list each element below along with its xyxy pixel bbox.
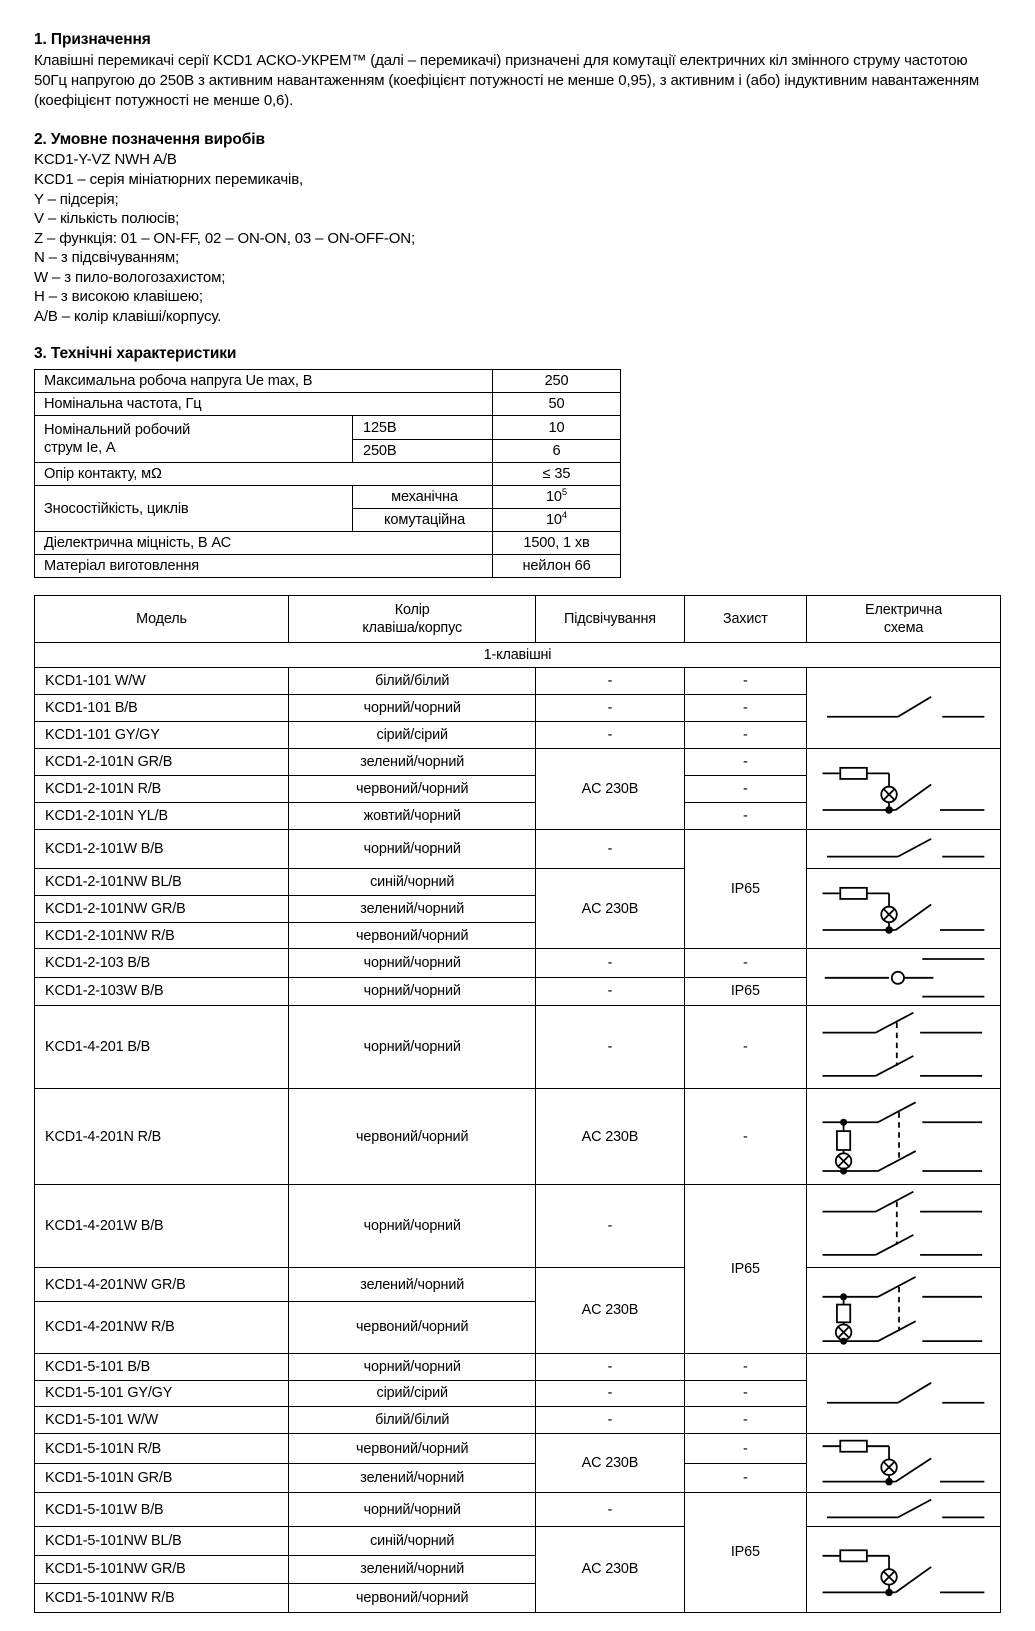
cell-circuit-scheme	[807, 829, 1001, 868]
cell-color: чорний/чорний	[289, 1185, 536, 1268]
spec-value: 6	[493, 439, 621, 463]
cell-color: чорний/чорний	[289, 1005, 536, 1088]
cell-color: червоний/чорний	[289, 1088, 536, 1184]
circuit-diagram-spst	[807, 1493, 1000, 1526]
table-row	[35, 1088, 1001, 1184]
table-row	[35, 1527, 1001, 1555]
circuit-diagram-spst-lamp	[807, 869, 1000, 949]
cell-model: KCD1-2-101W B/B	[35, 829, 289, 868]
header-line: Електрична	[865, 601, 943, 618]
cell-circuit-scheme	[807, 949, 1001, 1005]
cell-model: KCD1-2-101NW R/B	[35, 922, 289, 949]
cell-color: зелений/чорний	[289, 1555, 536, 1583]
cell-color: чорний/чорний	[289, 1353, 536, 1380]
cell-circuit-scheme	[807, 1005, 1001, 1088]
spacer	[34, 327, 1001, 344]
cell-backlight: AC 230B	[536, 868, 684, 949]
table-row	[35, 829, 1001, 868]
cell-color: зелений/чорний	[289, 1268, 536, 1302]
cell-color: чорний/чорний	[289, 949, 536, 977]
cell-model: KCD1-2-103 B/B	[35, 949, 289, 977]
spec-label	[35, 416, 353, 463]
spec-value: 50	[493, 393, 621, 416]
cell-backlight: -	[536, 1185, 684, 1268]
cell-protection: -	[684, 749, 807, 776]
cell-model: KCD1-5-101 B/B	[35, 1353, 289, 1380]
cell-model: KCD1-5-101N R/B	[35, 1434, 289, 1463]
designation-line: KCD1 – серія мініатюрних перемикачів,	[34, 171, 304, 189]
cell-color: жовтий/чорний	[289, 803, 536, 830]
cell-protection: -	[684, 1380, 807, 1407]
table-row	[35, 555, 621, 578]
circuit-diagram-spst	[807, 830, 1000, 868]
cell-model: KCD1-2-101N GR/B	[35, 749, 289, 776]
spec-label: Опір контакту, мΩ	[35, 463, 493, 486]
cell-backlight: -	[536, 829, 684, 868]
designation-line: H – з високою клавішею;	[34, 288, 203, 306]
cell-model: KCD1-2-101N R/B	[35, 776, 289, 803]
cell-circuit-scheme	[807, 1493, 1001, 1527]
spec-subcondition: механічна	[353, 486, 493, 509]
column-header-scheme	[807, 596, 1001, 643]
cell-backlight: -	[536, 1005, 684, 1088]
designation-line: Y – підсерія;	[34, 190, 119, 208]
cell-color: червоний/чорний	[289, 1302, 536, 1353]
section-1	[34, 30, 1001, 111]
circuit-diagram-on-off-on	[807, 949, 1000, 1004]
header-line: схема	[883, 620, 924, 637]
table-row	[35, 1353, 1001, 1380]
table-row	[35, 463, 621, 486]
circuit-diagram-spst	[807, 668, 1000, 748]
cell-protection: -	[684, 722, 807, 749]
spec-value: 1500, 1 хв	[493, 532, 621, 555]
cell-circuit-scheme	[807, 1353, 1001, 1434]
cell-color: чорний/чорний	[289, 1493, 536, 1527]
cell-backlight: -	[536, 722, 684, 749]
spec-subcondition: 125В	[353, 416, 493, 440]
cell-protection: -	[684, 1434, 807, 1463]
table-row	[35, 532, 621, 555]
cell-backlight: AC 230B	[536, 1527, 684, 1612]
cell-model: KCD1-4-201NW R/B	[35, 1302, 289, 1353]
table-row	[35, 1434, 1001, 1463]
cell-protection: -	[684, 1353, 807, 1380]
group-header-row	[35, 643, 1001, 668]
cell-protection: -	[684, 1407, 807, 1434]
table-row	[35, 1185, 1001, 1268]
cell-color: синій/чорний	[289, 1527, 536, 1555]
section-1-body: Клавішні перемикачі серії KCD1 АСКО-УКРЕМ™ (далі – перемикачі) призначені для комутації електричних кіл змінного струму частотою 50Гц напругою до 250В з активним навантаженням (коефіцієнт потужності не менше 0,95), з активним і (або) індуктивним навантаженням (коефіцієнт потужності не менше 0,6).	[34, 51, 979, 109]
circuit-diagram-dpst-lamp	[807, 1268, 1000, 1352]
cell-model: KCD1-4-201 B/B	[35, 1005, 289, 1088]
table-row	[35, 1005, 1001, 1088]
cell-backlight: -	[536, 668, 684, 695]
table-row	[35, 668, 1001, 695]
circuit-diagram-dpst-lamp	[807, 1089, 1000, 1184]
spec-value: нейлон 66	[493, 555, 621, 578]
cell-color: чорний/чорний	[289, 977, 536, 1005]
cell-model: KCD1-5-101NW R/B	[35, 1584, 289, 1612]
cell-color: червоний/чорний	[289, 776, 536, 803]
cell-model: KCD1-5-101N GR/B	[35, 1463, 289, 1492]
table-row	[35, 949, 1001, 977]
cell-model: KCD1-2-101NW BL/B	[35, 868, 289, 895]
circuit-diagram-spst-lamp	[807, 1527, 1000, 1611]
cell-backlight: AC 230B	[536, 1268, 684, 1353]
column-header-color	[289, 596, 536, 643]
column-header-model: Модель	[35, 596, 289, 643]
spec-label: Зносостійкість, циклів	[35, 486, 353, 532]
cell-model: KCD1-5-101NW GR/B	[35, 1555, 289, 1583]
cell-model: KCD1-5-101NW BL/B	[35, 1527, 289, 1555]
cell-color: зелений/чорний	[289, 895, 536, 922]
column-header-backlight: Підсвічування	[536, 596, 684, 643]
spec-value: 10	[493, 416, 621, 440]
cell-model: KCD1-5-101 W/W	[35, 1407, 289, 1434]
designation-line: Z – функція: 01 – ON-FF, 02 – ON-ON, 03 – ON-OFF-ON;	[34, 229, 415, 247]
cell-circuit-scheme	[807, 1088, 1001, 1184]
cell-circuit-scheme	[807, 868, 1001, 949]
cell-protection: -	[684, 695, 807, 722]
section-1-title: 1. Призначення	[34, 31, 151, 48]
cell-backlight: -	[536, 1380, 684, 1407]
cell-model: KCD1-2-103W B/B	[35, 977, 289, 1005]
table-row	[35, 1268, 1001, 1302]
cell-model: KCD1-2-101NW GR/B	[35, 895, 289, 922]
cell-color: червоний/чорний	[289, 1584, 536, 1612]
cell-color: червоний/чорний	[289, 922, 536, 949]
designation-line: A/B – колір клавіші/корпусу.	[34, 307, 222, 325]
spec-value: ≤ 35	[493, 463, 621, 486]
table-row	[35, 1493, 1001, 1527]
cell-circuit-scheme	[807, 749, 1001, 830]
cell-protection: -	[684, 949, 807, 977]
cell-protection: -	[684, 1005, 807, 1088]
cell-model: KCD1-101 GY/GY	[35, 722, 289, 749]
header-line: клавіша/корпус	[362, 620, 463, 637]
table-row	[35, 868, 1001, 895]
section-3	[34, 344, 1001, 579]
cell-backlight: -	[536, 977, 684, 1005]
cell-color: білий/білий	[289, 1407, 536, 1434]
cell-model: KCD1-5-101 GY/GY	[35, 1380, 289, 1407]
header-line: Колір	[394, 601, 430, 618]
cell-model: KCD1-101 W/W	[35, 668, 289, 695]
cell-backlight: AC 230B	[536, 1088, 684, 1184]
cell-circuit-scheme	[807, 668, 1001, 749]
group-label-1-key: 1-клавішні	[35, 643, 1001, 668]
section-3-title: 3. Технічні характеристики	[34, 344, 237, 362]
cell-color: чорний/чорний	[289, 829, 536, 868]
spec-label: Діелектрична міцність, В АС	[35, 532, 493, 555]
cell-circuit-scheme	[807, 1527, 1001, 1612]
cell-circuit-scheme	[807, 1434, 1001, 1493]
circuit-diagram-spst-lamp	[807, 749, 1000, 829]
cell-color: синій/чорний	[289, 868, 536, 895]
cell-protection: IP65	[684, 977, 807, 1005]
table-row	[35, 393, 621, 416]
cell-backlight: -	[536, 1493, 684, 1527]
cell-backlight: AC 230B	[536, 1434, 684, 1493]
cell-backlight: -	[536, 695, 684, 722]
cell-protection: IP65	[684, 829, 807, 949]
designation-line: KCD1-Y-VZ NWH A/B	[34, 151, 177, 169]
circuit-diagram-dpst	[807, 1185, 1000, 1267]
cell-model: KCD1-5-101W B/B	[35, 1493, 289, 1527]
technical-specs-table	[34, 369, 621, 578]
table-row	[35, 749, 1001, 776]
cell-color: білий/білий	[289, 668, 536, 695]
cell-model: KCD1-4-201NW GR/B	[35, 1268, 289, 1302]
cell-model: KCD1-2-101N YL/B	[35, 803, 289, 830]
cell-protection: -	[684, 1463, 807, 1492]
cell-color: зелений/чорний	[289, 749, 536, 776]
table-row	[35, 416, 621, 440]
column-header-protection: Захист	[684, 596, 807, 643]
models-table	[34, 595, 1001, 1612]
cell-protection: -	[684, 1088, 807, 1184]
designation-line: N – з підсвічуванням;	[34, 249, 180, 267]
cell-circuit-scheme	[807, 1268, 1001, 1353]
cell-backlight: AC 230B	[536, 749, 684, 830]
cell-protection: -	[684, 803, 807, 830]
cell-color: чорний/чорний	[289, 695, 536, 722]
section-2	[34, 130, 1001, 327]
cell-protection: IP65	[684, 1185, 807, 1353]
spec-value: $10^4$	[493, 509, 621, 532]
cell-backlight: -	[536, 1407, 684, 1434]
cell-color: червоний/чорний	[289, 1434, 536, 1463]
circuit-diagram-spst	[807, 1354, 1000, 1434]
cell-model: KCD1-101 B/B	[35, 695, 289, 722]
section-2-title: 2. Умовне позначення виробів	[34, 130, 265, 148]
cell-color: зелений/чорний	[289, 1463, 536, 1492]
spec-label-line: струм Ie, А	[44, 440, 116, 457]
cell-color: сірий/сірий	[289, 1380, 536, 1407]
table-row	[35, 370, 621, 393]
cell-protection: IP65	[684, 1493, 807, 1613]
spec-value: 250	[493, 370, 621, 393]
spec-label: Номінальна частота, Гц	[35, 393, 493, 416]
spacer	[34, 111, 1001, 130]
circuit-diagram-dpst	[807, 1006, 1000, 1088]
cell-circuit-scheme	[807, 1185, 1001, 1268]
cell-protection: -	[684, 776, 807, 803]
circuit-diagram-spst-lamp	[807, 1434, 1000, 1492]
spec-subcondition: комутаційна	[353, 509, 493, 532]
table-header-row	[35, 596, 1001, 643]
spec-value: $10^5$	[493, 486, 621, 509]
cell-model: KCD1-4-201N R/B	[35, 1088, 289, 1184]
designation-line: W – з пило-вологозахистом;	[34, 268, 226, 286]
spec-label: Максимальна робоча напруга Ue max, В	[35, 370, 493, 393]
spec-label: Матеріал виготовлення	[35, 555, 493, 578]
designation-line: V – кількість полюсів;	[34, 210, 180, 228]
cell-color: сірий/сірий	[289, 722, 536, 749]
table-row	[35, 486, 621, 509]
spec-label-line: Номінальний робочий	[44, 421, 191, 438]
cell-backlight: -	[536, 949, 684, 977]
spec-subcondition: 250В	[353, 439, 493, 463]
cell-backlight: -	[536, 1353, 684, 1380]
cell-protection: -	[684, 668, 807, 695]
cell-model: KCD1-4-201W B/B	[35, 1185, 289, 1268]
